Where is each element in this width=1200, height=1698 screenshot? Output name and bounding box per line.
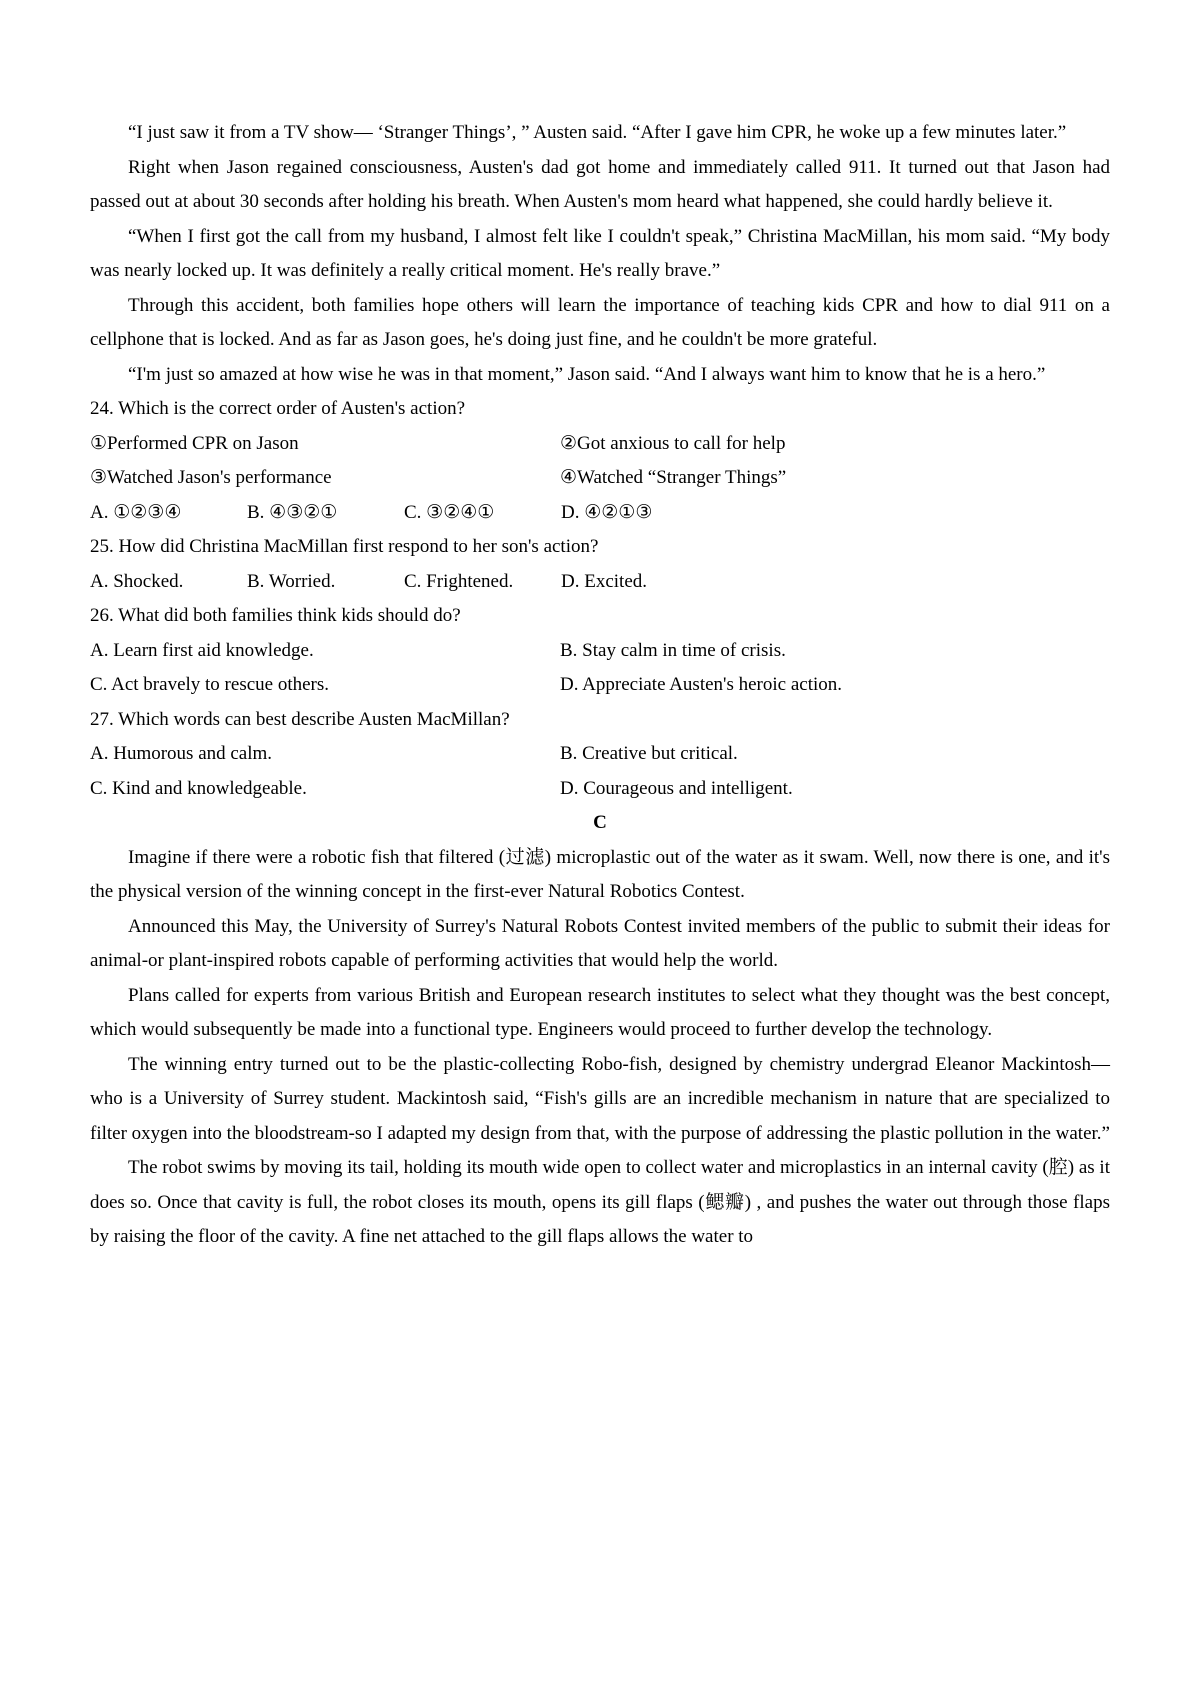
question-27-stem: 27. Which words can best describe Austen MacMillan? [90,708,510,730]
option-a: A. Shocked. [90,570,184,592]
option-c: C. ③②④① [404,501,495,523]
option-c: C. Kind and knowledgeable. [90,777,307,799]
passage-b-paragraph: Through this accident, both families hope others will learn the importance of teaching kids CPR and how to dial 911 on a cellphone that is locked. And as far as Jason goes, he's doing just fine, and he couldn't be more grateful. [90,294,1110,350]
option-a: A. ①②③④ [90,501,182,523]
question-25-options [90,565,1110,600]
option-b: B. Stay calm in time of crisis. [560,639,786,661]
section-c-paragraph: Plans called for experts from various British and European research institutes to select what they thought was the best concept, which would subsequently be made into a functional type. Engineers would proceed to further develop the technology. [90,984,1110,1040]
numbered-item-3: ③Watched Jason's performance [90,467,332,488]
passage-b-paragraph: “I'm just so amazed at how wise he was in that moment,” Jason said. “And I always want him to know that he is a hero.” [128,363,1046,385]
passage-b-paragraph: Right when Jason regained consciousness, Austen's dad got home and immediately called 911. It turned out that Jason had passed out at about 30 seconds after holding his breath. When Austen's mom heard what happened, she could hardly believe it. [90,156,1110,212]
question-26-options-row-1 [90,634,1110,669]
question-25-stem: 25. How did Christina MacMillan first respond to her son's action? [90,536,599,557]
option-b: B. Creative but critical. [560,743,738,764]
passage-b-paragraph: “When I first got the call from my husband, I almost felt like I couldn't speak,” Christina MacMillan, his mom said. “My body was nearly locked up. It was definitely a really critical moment. He's really brave.” [90,225,1110,281]
option-c: C. Act bravely to rescue others. [90,674,330,695]
question-26-stem: 26. What did both families think kids should do? [90,605,461,626]
numbered-item-4: ④Watched “Stranger Things” [560,467,787,488]
numbered-item-1: ①Performed CPR on Jason [90,432,299,454]
option-c: C. Frightened. [404,570,514,592]
question-27-options-row-1 [90,737,1110,772]
question-24-items-row-1 [90,427,1110,462]
option-d: D. ④②①③ [561,501,653,523]
option-b: B. Worried. [247,570,336,592]
section-c-paragraph: Imagine if there were a robotic fish that filtered (过滤) microplastic out of the water as it swam. Well, now there is one, and it's the physical version of the winning concept in the first-ever Natural Robotics Contest. [90,846,1110,902]
section-c-paragraph: Announced this May, the University of Surrey's Natural Robots Contest invited members of the public to submit their ideas for animal-or plant-inspired robots capable of performing activities that would help the world. [90,915,1110,971]
question-24-options [90,496,1110,531]
section-c-paragraph: The winning entry turned out to be the plastic-collecting Robo-fish, designed by chemistry undergrad Eleanor Mackintosh— who is a University of Surrey student. Mackintosh said, “Fish's gills are an incredible mechanism in nature that are specialized to filter oxygen into the bloodstream-so I adapted my design from that, with the purpose of addressing the plastic pollution in the water.” [90,1053,1110,1144]
section-c-paragraph: The robot swims by moving its tail, holding its mouth wide open to collect water and microplastics in an internal cavity (腔) as it does so. Once that cavity is full, the robot closes its mouth, opens its gill flaps (鳃瓣) , and pushes the water out through those flaps by raising the floor of the cavity. A fine net attached to the gill flaps allows the water to [90,1157,1110,1247]
question-24-stem: 24. Which is the correct order of Austen's action? [90,398,466,419]
question-27-options-row-2 [90,772,1110,807]
question-26-options-row-2 [90,668,1110,703]
question-24-items-row-2 [90,461,1110,496]
option-a: A. Humorous and calm. [90,743,273,764]
passage-b-paragraph: “I just saw it from a TV show— ‘Stranger Things’, ” Austen said. “After I gave him CPR, he woke up a few minutes later.” [128,122,1067,143]
option-b: B. ④③②① [247,501,338,523]
option-a: A. Learn first aid knowledge. [90,639,314,661]
option-d: D. Excited. [561,570,648,592]
option-d: D. Appreciate Austen's heroic action. [560,674,843,695]
section-c-heading: C [593,812,607,833]
option-d: D. Courageous and intelligent. [560,777,793,799]
numbered-item-2: ②Got anxious to call for help [560,432,786,454]
